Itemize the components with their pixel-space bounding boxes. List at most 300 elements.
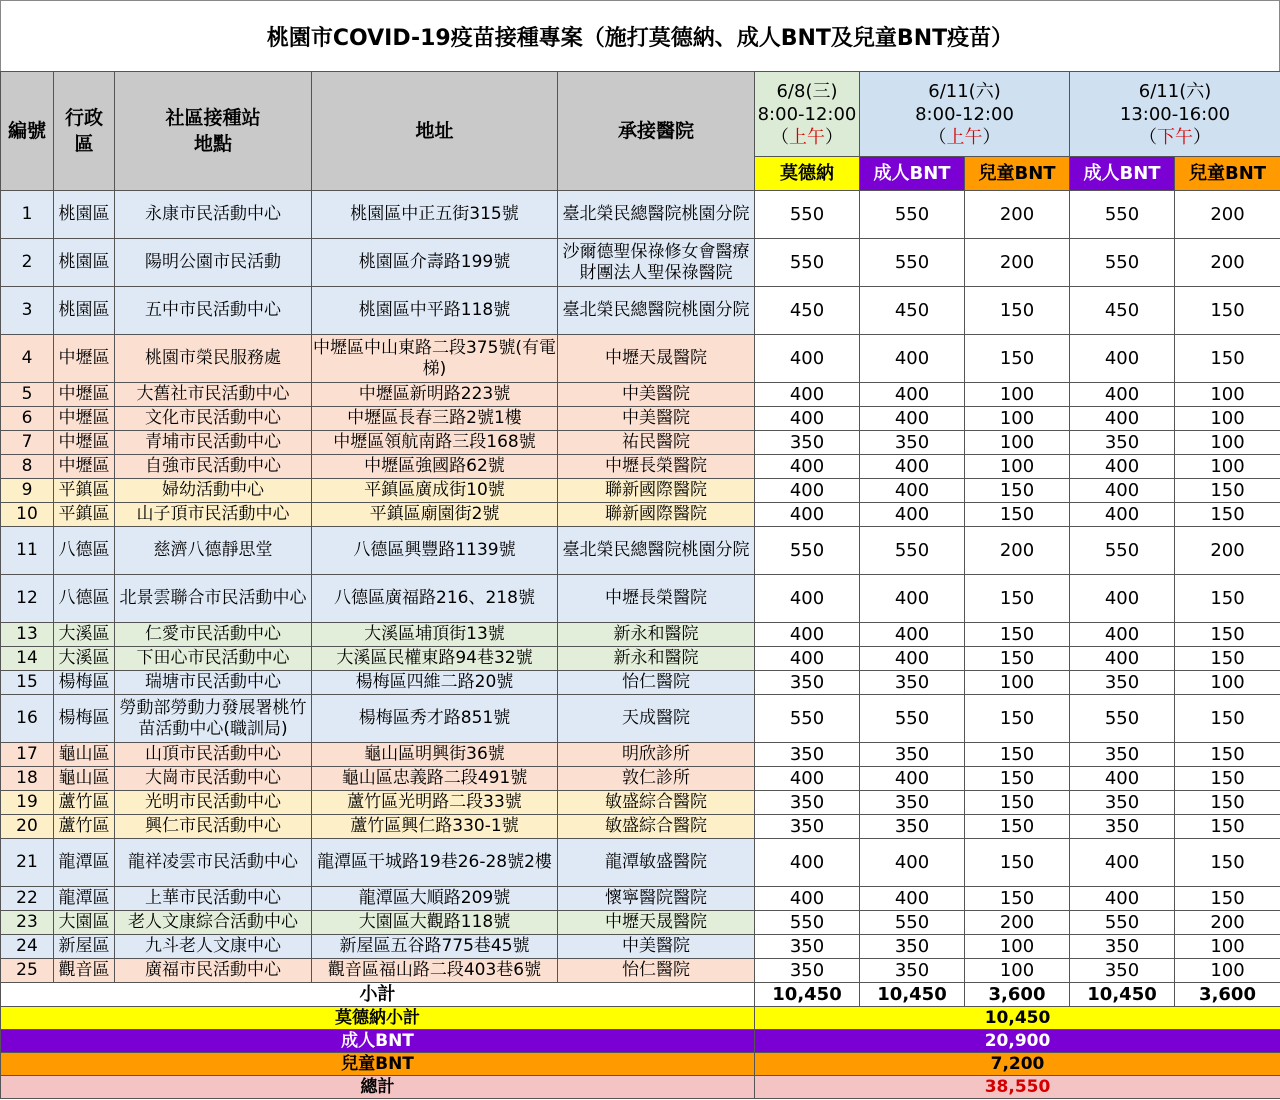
table-row — [1, 743, 1280, 767]
row-dose-count: 400 — [755, 839, 860, 887]
row-dose-count: 400 — [1070, 479, 1175, 503]
row-dose-count: 150 — [965, 623, 1070, 647]
row-district: 中壢區 — [54, 407, 115, 431]
subtotal-value: 3,600 — [965, 983, 1070, 1007]
row-dose-count: 450 — [860, 287, 965, 335]
period-text: 下午 — [1157, 126, 1194, 148]
row-dose-count: 350 — [860, 743, 965, 767]
row-dose-count: 350 — [1070, 743, 1175, 767]
row-dose-count: 150 — [1175, 815, 1280, 839]
adult-bnt-total-value: 20,900 — [755, 1030, 1280, 1053]
row-hospital: 懷寧醫院醫院 — [558, 887, 755, 911]
period-text: 上午 — [789, 126, 825, 148]
row-number: 25 — [1, 959, 54, 983]
row-dose-count: 400 — [860, 623, 965, 647]
row-dose-count: 150 — [965, 791, 1070, 815]
row-dose-count: 350 — [755, 791, 860, 815]
row-dose-count: 100 — [965, 431, 1070, 455]
vaccine-header-adult-bnt: 成人BNT — [860, 157, 965, 191]
row-address: 大園區大觀路118號 — [312, 911, 558, 935]
time-label: 8:00-12:00 — [757, 103, 857, 125]
row-hospital: 中壢天晟醫院 — [558, 911, 755, 935]
row-site: 老人文康綜合活動中心 — [115, 911, 312, 935]
row-hospital: 沙爾德聖保祿修女會醫療財團法人聖保祿醫院 — [558, 239, 755, 287]
table-row — [1, 527, 1280, 575]
row-number: 3 — [1, 287, 54, 335]
row-site: 大舊社市民活動中心 — [115, 383, 312, 407]
row-dose-count: 350 — [860, 959, 965, 983]
row-dose-count: 200 — [1175, 527, 1280, 575]
row-address: 新屋區五谷路775巷45號 — [312, 935, 558, 959]
row-district: 平鎮區 — [54, 479, 115, 503]
row-dose-count: 150 — [1175, 695, 1280, 743]
row-address: 桃園區中平路118號 — [312, 287, 558, 335]
header-number: 編號 — [1, 72, 54, 191]
row-site: 文化市民活動中心 — [115, 407, 312, 431]
row-address: 八德區廣福路216、218號 — [312, 575, 558, 623]
row-dose-count: 200 — [965, 911, 1070, 935]
row-hospital: 臺北榮民總醫院桃園分院 — [558, 191, 755, 239]
table-row — [1, 383, 1280, 407]
row-dose-count: 400 — [860, 767, 965, 791]
row-dose-count: 150 — [965, 287, 1070, 335]
row-dose-count: 200 — [1175, 911, 1280, 935]
table-row — [1, 887, 1280, 911]
row-dose-count: 100 — [1175, 383, 1280, 407]
row-dose-count: 450 — [755, 287, 860, 335]
period-label — [860, 126, 1069, 149]
row-dose-count: 400 — [860, 479, 965, 503]
row-number: 2 — [1, 239, 54, 287]
grand-total-value: 38,550 — [755, 1076, 1280, 1099]
row-dose-count: 550 — [1070, 695, 1175, 743]
row-site: 自強市民活動中心 — [115, 455, 312, 479]
row-dose-count: 100 — [965, 455, 1070, 479]
row-district: 八德區 — [54, 575, 115, 623]
row-dose-count: 400 — [755, 575, 860, 623]
row-address: 中壢區新明路223號 — [312, 383, 558, 407]
row-dose-count: 400 — [755, 623, 860, 647]
row-district: 蘆竹區 — [54, 815, 115, 839]
row-district: 觀音區 — [54, 959, 115, 983]
row-dose-count: 100 — [1175, 935, 1280, 959]
row-dose-count: 150 — [1175, 647, 1280, 671]
row-dose-count: 150 — [965, 767, 1070, 791]
table-row — [1, 431, 1280, 455]
row-dose-count: 100 — [965, 383, 1070, 407]
row-dose-count: 350 — [755, 743, 860, 767]
row-site: 龍祥凌雲市民活動中心 — [115, 839, 312, 887]
row-dose-count: 550 — [755, 527, 860, 575]
row-site: 興仁市民活動中心 — [115, 815, 312, 839]
row-address: 八德區興豐路1139號 — [312, 527, 558, 575]
row-number: 11 — [1, 527, 54, 575]
row-hospital: 龍潭敏盛醫院 — [558, 839, 755, 887]
row-dose-count: 150 — [965, 335, 1070, 383]
row-hospital: 祐民醫院 — [558, 431, 755, 455]
row-dose-count: 400 — [755, 479, 860, 503]
row-number: 21 — [1, 839, 54, 887]
row-dose-count: 150 — [1175, 767, 1280, 791]
row-dose-count: 350 — [1070, 791, 1175, 815]
row-dose-count: 200 — [1175, 191, 1280, 239]
row-hospital: 敏盛綜合醫院 — [558, 791, 755, 815]
table-row — [1, 911, 1280, 935]
row-site: 上華市民活動中心 — [115, 887, 312, 911]
row-address: 中壢區強國路62號 — [312, 455, 558, 479]
table-row — [1, 671, 1280, 695]
table-row — [1, 239, 1280, 287]
row-district: 龜山區 — [54, 743, 115, 767]
row-site: 山子頂市民活動中心 — [115, 503, 312, 527]
date-header-1 — [860, 72, 1070, 157]
row-dose-count: 150 — [1175, 743, 1280, 767]
row-dose-count: 100 — [965, 935, 1070, 959]
row-dose-count: 150 — [1175, 503, 1280, 527]
row-number: 7 — [1, 431, 54, 455]
row-site: 慈濟八德靜思堂 — [115, 527, 312, 575]
row-dose-count: 400 — [860, 503, 965, 527]
period-label — [1070, 126, 1280, 149]
row-dose-count: 100 — [965, 671, 1070, 695]
row-site: 陽明公園市民活動 — [115, 239, 312, 287]
row-site: 九斗老人文康中心 — [115, 935, 312, 959]
row-district: 龍潭區 — [54, 839, 115, 887]
row-hospital: 聯新國際醫院 — [558, 503, 755, 527]
row-number: 9 — [1, 479, 54, 503]
row-dose-count: 200 — [965, 527, 1070, 575]
period-open: （ — [1139, 126, 1158, 148]
row-number: 4 — [1, 335, 54, 383]
row-dose-count: 150 — [1175, 623, 1280, 647]
row-dose-count: 400 — [755, 455, 860, 479]
header-district: 行政 區 — [54, 72, 115, 191]
row-hospital: 新永和醫院 — [558, 647, 755, 671]
page-title: 桃園市COVID-19疫苗接種專案（施打莫德納、成人BNT及兒童BNT疫苗） — [0, 0, 1280, 72]
row-dose-count: 550 — [1070, 911, 1175, 935]
table-row — [1, 935, 1280, 959]
row-dose-count: 150 — [965, 503, 1070, 527]
row-dose-count: 400 — [1070, 767, 1175, 791]
row-dose-count: 400 — [860, 455, 965, 479]
row-dose-count: 550 — [1070, 239, 1175, 287]
table-body — [1, 191, 1280, 983]
row-dose-count: 150 — [965, 839, 1070, 887]
row-dose-count: 100 — [1175, 959, 1280, 983]
row-dose-count: 400 — [755, 647, 860, 671]
row-dose-count: 350 — [755, 431, 860, 455]
row-site: 婦幼活動中心 — [115, 479, 312, 503]
row-dose-count: 100 — [1175, 671, 1280, 695]
row-site: 山頂市民活動中心 — [115, 743, 312, 767]
row-hospital: 怡仁醫院 — [558, 671, 755, 695]
row-dose-count: 550 — [860, 239, 965, 287]
row-dose-count: 400 — [755, 767, 860, 791]
table-row — [1, 503, 1280, 527]
table-row — [1, 791, 1280, 815]
period-label — [755, 126, 859, 149]
row-dose-count: 350 — [1070, 959, 1175, 983]
row-dose-count: 550 — [860, 911, 965, 935]
subtotal-value: 10,450 — [860, 983, 965, 1007]
row-hospital: 中壢長榮醫院 — [558, 455, 755, 479]
row-dose-count: 150 — [1175, 287, 1280, 335]
row-dose-count: 400 — [1070, 383, 1175, 407]
row-dose-count: 350 — [1070, 671, 1175, 695]
row-dose-count: 200 — [1175, 239, 1280, 287]
row-number: 10 — [1, 503, 54, 527]
row-site: 勞動部勞動力發展署桃竹苗活動中心(職訓局) — [115, 695, 312, 743]
subtotal-value: 3,600 — [1175, 983, 1280, 1007]
row-dose-count: 150 — [1175, 479, 1280, 503]
row-number: 8 — [1, 455, 54, 479]
row-dose-count: 550 — [1070, 191, 1175, 239]
row-dose-count: 150 — [965, 815, 1070, 839]
row-number: 15 — [1, 671, 54, 695]
row-dose-count: 400 — [755, 335, 860, 383]
row-dose-count: 400 — [1070, 455, 1175, 479]
row-address: 平鎮區廣成街10號 — [312, 479, 558, 503]
row-dose-count: 400 — [860, 383, 965, 407]
row-district: 新屋區 — [54, 935, 115, 959]
row-dose-count: 550 — [755, 239, 860, 287]
header-address: 地址 — [312, 72, 558, 191]
table-row — [1, 335, 1280, 383]
grand-total-label: 總計 — [1, 1076, 755, 1099]
table-row — [1, 191, 1280, 239]
row-dose-count: 400 — [1070, 575, 1175, 623]
row-dose-count: 550 — [755, 191, 860, 239]
row-number: 14 — [1, 647, 54, 671]
row-hospital: 聯新國際醫院 — [558, 479, 755, 503]
row-district: 龍潭區 — [54, 887, 115, 911]
row-number: 19 — [1, 791, 54, 815]
table-row — [1, 839, 1280, 887]
row-dose-count: 550 — [1070, 527, 1175, 575]
row-dose-count: 400 — [755, 887, 860, 911]
row-address: 龜山區明興街36號 — [312, 743, 558, 767]
vaccine-header-child-bnt: 兒童BNT — [965, 157, 1070, 191]
row-dose-count: 100 — [1175, 455, 1280, 479]
row-site: 光明市民活動中心 — [115, 791, 312, 815]
row-address: 大溪區民權東路94巷32號 — [312, 647, 558, 671]
row-site: 大崗市民活動中心 — [115, 767, 312, 791]
row-site: 廣福市民活動中心 — [115, 959, 312, 983]
header-hospital: 承接醫院 — [558, 72, 755, 191]
row-dose-count: 350 — [755, 959, 860, 983]
row-district: 楊梅區 — [54, 671, 115, 695]
row-dose-count: 400 — [860, 407, 965, 431]
table-row — [1, 287, 1280, 335]
row-dose-count: 400 — [755, 407, 860, 431]
row-site: 瑞塘市民活動中心 — [115, 671, 312, 695]
row-dose-count: 400 — [1070, 623, 1175, 647]
row-number: 6 — [1, 407, 54, 431]
subtotal-value: 10,450 — [755, 983, 860, 1007]
date-label: 6/11(六) — [1138, 80, 1212, 102]
row-dose-count: 400 — [1070, 647, 1175, 671]
row-dose-count: 150 — [1175, 887, 1280, 911]
row-dose-count: 400 — [755, 503, 860, 527]
row-site: 仁愛市民活動中心 — [115, 623, 312, 647]
row-hospital: 怡仁醫院 — [558, 959, 755, 983]
table-row — [1, 407, 1280, 431]
row-dose-count: 350 — [860, 671, 965, 695]
period-close: ） — [982, 126, 1001, 148]
vaccine-header-adult-bnt: 成人BNT — [1070, 157, 1175, 191]
row-dose-count: 150 — [965, 887, 1070, 911]
row-address: 楊梅區秀才路851號 — [312, 695, 558, 743]
row-number: 13 — [1, 623, 54, 647]
row-number: 23 — [1, 911, 54, 935]
row-address: 龍潭區干城路19巷26-28號2樓 — [312, 839, 558, 887]
period-close: ） — [825, 126, 843, 148]
date-header-2 — [1070, 72, 1280, 157]
row-hospital: 中美醫院 — [558, 383, 755, 407]
row-hospital: 敏盛綜合醫院 — [558, 815, 755, 839]
row-dose-count: 200 — [965, 191, 1070, 239]
row-dose-count: 400 — [860, 335, 965, 383]
row-dose-count: 350 — [1070, 431, 1175, 455]
row-hospital: 臺北榮民總醫院桃園分院 — [558, 287, 755, 335]
row-dose-count: 150 — [965, 479, 1070, 503]
row-dose-count: 400 — [755, 383, 860, 407]
row-district: 中壢區 — [54, 455, 115, 479]
row-hospital: 天成醫院 — [558, 695, 755, 743]
date-label: 6/8(三) — [776, 80, 838, 102]
row-dose-count: 350 — [755, 671, 860, 695]
row-address: 蘆竹區光明路二段33號 — [312, 791, 558, 815]
row-dose-count: 400 — [1070, 335, 1175, 383]
row-dose-count: 150 — [1175, 839, 1280, 887]
row-dose-count: 400 — [1070, 407, 1175, 431]
row-district: 蘆竹區 — [54, 791, 115, 815]
row-district: 大溪區 — [54, 647, 115, 671]
child-bnt-total-label: 兒童BNT — [1, 1053, 755, 1076]
row-dose-count: 400 — [1070, 839, 1175, 887]
row-dose-count: 150 — [1175, 575, 1280, 623]
row-address: 觀音區福山路二段403巷6號 — [312, 959, 558, 983]
row-address: 中壢區領航南路三段168號 — [312, 431, 558, 455]
row-number: 18 — [1, 767, 54, 791]
row-dose-count: 350 — [860, 431, 965, 455]
row-dose-count: 550 — [755, 695, 860, 743]
period-open: （ — [771, 126, 789, 148]
time-label: 8:00-12:00 — [915, 103, 1014, 125]
row-district: 平鎮區 — [54, 503, 115, 527]
table-row — [1, 695, 1280, 743]
row-district: 八德區 — [54, 527, 115, 575]
row-dose-count: 550 — [860, 695, 965, 743]
row-address: 龜山區忠義路二段491號 — [312, 767, 558, 791]
row-dose-count: 550 — [860, 527, 965, 575]
row-address: 龍潭區大順路209號 — [312, 887, 558, 911]
row-dose-count: 150 — [965, 647, 1070, 671]
row-district: 大溪區 — [54, 623, 115, 647]
row-district: 桃園區 — [54, 191, 115, 239]
row-number: 20 — [1, 815, 54, 839]
row-address: 桃園區介壽路199號 — [312, 239, 558, 287]
table-row — [1, 455, 1280, 479]
vaccination-schedule-table — [0, 71, 1280, 1099]
row-hospital: 中壢天晟醫院 — [558, 335, 755, 383]
table-row — [1, 959, 1280, 983]
table-row — [1, 647, 1280, 671]
row-dose-count: 100 — [965, 407, 1070, 431]
row-address: 平鎮區廟園街2號 — [312, 503, 558, 527]
table-row — [1, 623, 1280, 647]
row-address: 中壢區長春三路2號1樓 — [312, 407, 558, 431]
row-site: 下田心市民活動中心 — [115, 647, 312, 671]
table-row — [1, 767, 1280, 791]
row-address: 中壢區中山東路二段375號(有電梯) — [312, 335, 558, 383]
table-row — [1, 479, 1280, 503]
row-dose-count: 550 — [755, 911, 860, 935]
row-dose-count: 150 — [965, 575, 1070, 623]
child-bnt-total-value: 7,200 — [755, 1053, 1280, 1076]
row-address: 桃園區中正五街315號 — [312, 191, 558, 239]
row-site: 桃園市榮民服務處 — [115, 335, 312, 383]
row-number: 24 — [1, 935, 54, 959]
row-district: 中壢區 — [54, 431, 115, 455]
row-dose-count: 100 — [1175, 431, 1280, 455]
row-hospital: 新永和醫院 — [558, 623, 755, 647]
vaccine-header-moderna: 莫德納 — [755, 157, 860, 191]
row-dose-count: 350 — [860, 935, 965, 959]
row-hospital: 中美醫院 — [558, 935, 755, 959]
row-hospital: 中美醫院 — [558, 407, 755, 431]
time-label: 13:00-16:00 — [1119, 103, 1231, 125]
period-open: （ — [928, 126, 947, 148]
header-site: 社區接種站 地點 — [115, 72, 312, 191]
subtotal-value: 10,450 — [1070, 983, 1175, 1007]
row-number: 12 — [1, 575, 54, 623]
row-district: 中壢區 — [54, 335, 115, 383]
adult-bnt-total-label: 成人BNT — [1, 1030, 755, 1053]
row-hospital: 明欣診所 — [558, 743, 755, 767]
row-district: 楊梅區 — [54, 695, 115, 743]
row-dose-count: 350 — [860, 791, 965, 815]
moderna-subtotal-value: 10,450 — [755, 1007, 1280, 1030]
row-dose-count: 150 — [1175, 335, 1280, 383]
row-dose-count: 100 — [965, 959, 1070, 983]
moderna-subtotal-label: 莫德納小計 — [1, 1007, 755, 1030]
row-number: 17 — [1, 743, 54, 767]
row-dose-count: 350 — [1070, 935, 1175, 959]
row-dose-count: 550 — [860, 191, 965, 239]
row-site: 永康市民活動中心 — [115, 191, 312, 239]
row-dose-count: 350 — [755, 935, 860, 959]
row-dose-count: 400 — [860, 575, 965, 623]
row-dose-count: 150 — [965, 695, 1070, 743]
row-dose-count: 150 — [1175, 791, 1280, 815]
row-dose-count: 350 — [755, 815, 860, 839]
date-header-0 — [755, 72, 860, 157]
table-row — [1, 815, 1280, 839]
row-site: 五中市民活動中心 — [115, 287, 312, 335]
row-hospital: 臺北榮民總醫院桃園分院 — [558, 527, 755, 575]
row-dose-count: 400 — [860, 647, 965, 671]
date-label: 6/11(六) — [928, 80, 1001, 102]
row-dose-count: 400 — [860, 839, 965, 887]
row-district: 龜山區 — [54, 767, 115, 791]
row-hospital: 敦仁診所 — [558, 767, 755, 791]
row-site: 青埔市民活動中心 — [115, 431, 312, 455]
period-text: 上午 — [946, 126, 983, 148]
row-site: 北景雲聯合市民活動中心 — [115, 575, 312, 623]
row-number: 22 — [1, 887, 54, 911]
row-district: 桃園區 — [54, 239, 115, 287]
